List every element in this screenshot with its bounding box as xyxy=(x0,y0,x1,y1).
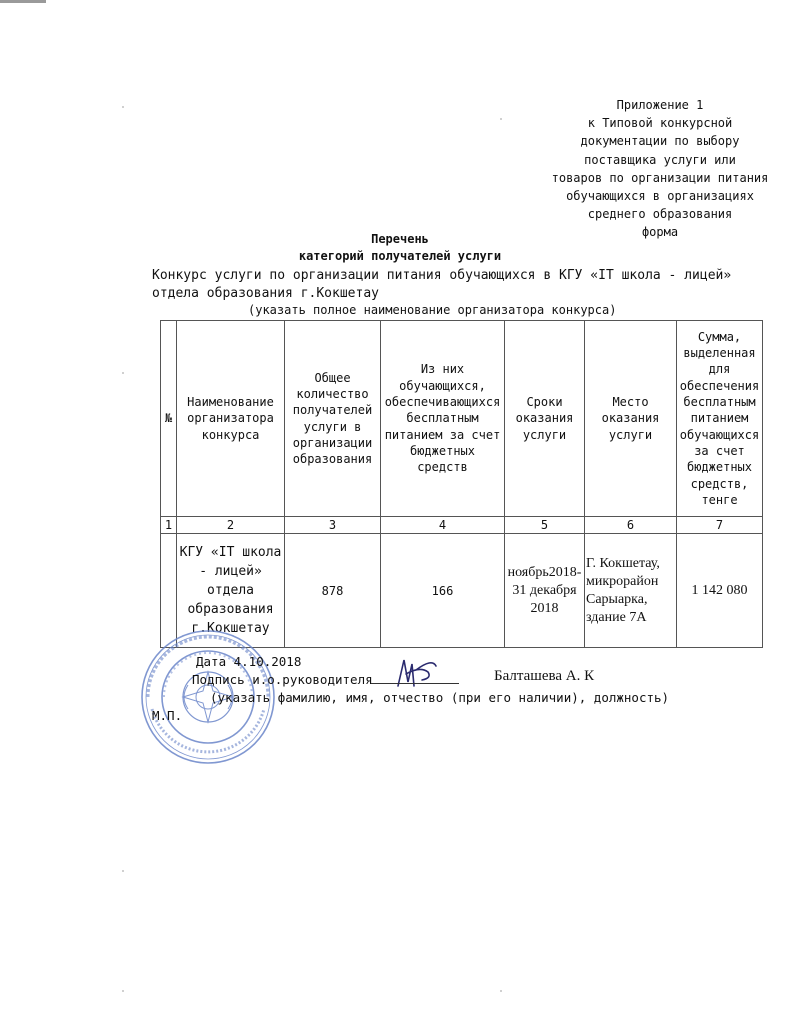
title-line-1: Перечень xyxy=(371,232,429,246)
annex-line: форма xyxy=(641,225,679,240)
column-number: 5 xyxy=(505,517,585,534)
stamp-place-label: М.П. xyxy=(152,708,183,723)
signature-line xyxy=(371,683,459,684)
scan-dot xyxy=(500,118,502,120)
annex-line: обучающихся в организациях xyxy=(566,189,754,204)
annex-line: к Типовой конкурсной xyxy=(587,116,733,131)
categories-table xyxy=(160,320,763,648)
title-line-2: категорий получателей услуги xyxy=(298,249,502,263)
handwritten-signature-icon xyxy=(392,656,440,692)
header-cell: Общее количество получателей услуги в организации образования xyxy=(285,321,381,517)
annex-line: среднего образования xyxy=(587,207,733,222)
scan-dot xyxy=(122,372,124,374)
free-meal-students-cell: 166 xyxy=(381,534,505,648)
table-header-row xyxy=(161,321,763,517)
contest-description xyxy=(152,267,752,303)
scan-dot xyxy=(500,990,502,992)
scan-edge-mark xyxy=(0,0,46,3)
header-cell: № xyxy=(161,321,177,517)
annex-line: товаров по организации питания xyxy=(551,170,769,185)
scan-dot xyxy=(122,106,124,108)
total-recipients-cell: 878 xyxy=(285,534,381,648)
column-number: 4 xyxy=(381,517,505,534)
column-number: 7 xyxy=(677,517,763,534)
header-cell: Сроки оказания услуги xyxy=(505,321,585,517)
contest-line-2: отдела образования г.Кокшетау xyxy=(152,286,379,301)
header-cell: Из них обучающихся, обеспечивающихся бесплатным питанием за счет бюджетных средств xyxy=(381,321,505,517)
service-period-cell: ноябрь2018- 31 декабря 2018 xyxy=(505,534,585,648)
organizer-hint: (указать полное наименование организатора конкурса) xyxy=(248,303,617,317)
date-label: Дата 4.10.2018 xyxy=(196,654,302,669)
annex-line: Приложение 1 xyxy=(616,98,704,112)
scan-dot xyxy=(122,990,124,992)
header-cell: Наименование организатора конкурса xyxy=(177,321,285,517)
amount-cell: 1 142 080 xyxy=(677,534,763,648)
column-number: 1 xyxy=(161,517,177,534)
document-title xyxy=(250,231,550,265)
organizer-cell: КГУ «IT школа - лицей» отдела образования г.Кокшетау xyxy=(177,534,285,648)
signer-name: Балташева А. К xyxy=(494,668,595,684)
column-number: 3 xyxy=(285,517,381,534)
header-cell: Сумма, выделенная для обеспечения бесплатным питанием обучающихся за счет бюджетных средств, тенге xyxy=(677,321,763,517)
annex-block xyxy=(535,96,785,242)
annex-line: документации по выбору xyxy=(580,134,740,149)
column-number-row xyxy=(161,517,763,534)
header-cell: Место оказания услуги xyxy=(585,321,677,517)
signature-label: Подпись и.о.руководителя xyxy=(192,672,373,687)
contest-line-1: Конкурс услуги по организации питания обучающихся в КГУ «IT школа - лицей» xyxy=(152,268,732,283)
annex-line: поставщика услуги или xyxy=(584,152,736,167)
column-number: 2 xyxy=(177,517,285,534)
column-number: 6 xyxy=(585,517,677,534)
fio-hint: (указать фамилию, имя, отчество (при его наличии), должность) xyxy=(210,690,670,705)
scan-dot xyxy=(122,870,124,872)
service-place-cell: Г. Кокшетау, микрорайон Сарыарка, здание 7А xyxy=(585,534,677,648)
